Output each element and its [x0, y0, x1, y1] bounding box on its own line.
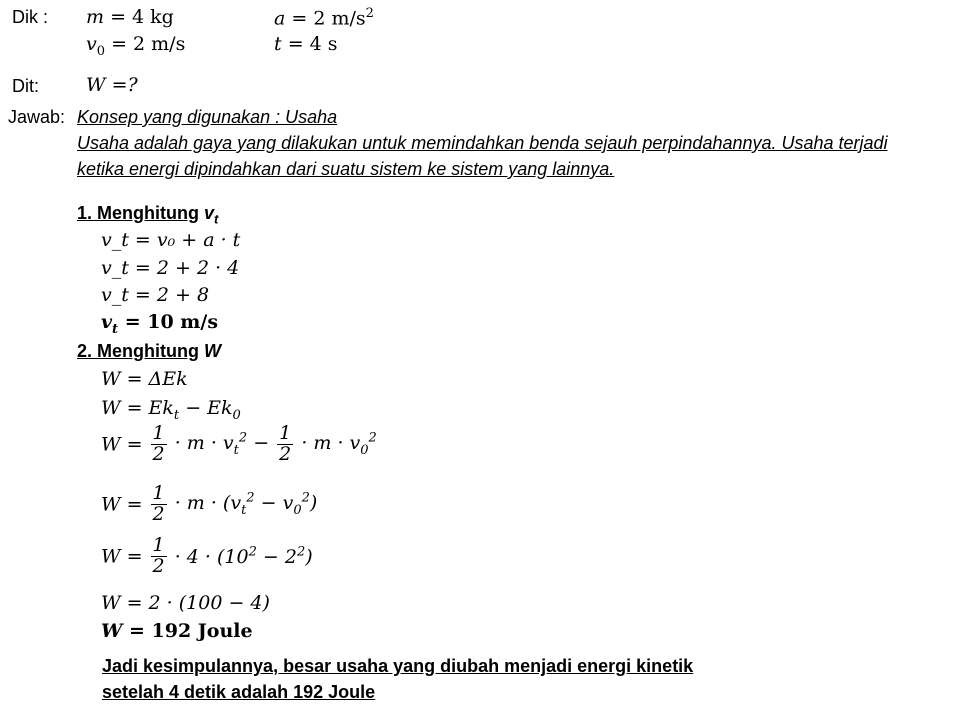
step1-heading-sub: t	[214, 211, 219, 227]
step1-line-3: v_t = 2 + 8	[101, 284, 210, 306]
step2-heading-var: W	[204, 341, 221, 361]
asked-expression: W =?	[86, 74, 138, 96]
step2-line-4: W = $\frac{1}{2}$ · $m \cdot (v_t^2 - v_0^2)$	[101, 482, 318, 525]
definition-line-2: ketika energi dipindahkan dari suatu sistem ke sistem yang lainnya.	[77, 159, 615, 179]
time-symbol: t	[274, 33, 282, 55]
step2-line-2: $W = Ek_t - Ek_0$	[101, 397, 241, 423]
given-mass	[86, 6, 174, 28]
step1-result-sub: t	[112, 321, 119, 337]
step1-result	[101, 311, 218, 337]
v0-symbol: v	[86, 33, 97, 55]
given-time	[274, 33, 338, 55]
step1-heading	[77, 203, 218, 227]
given-acceleration	[274, 6, 374, 29]
step1-result-var: v	[101, 311, 113, 333]
step1-line-1: v_t = v₀ + a · t	[101, 229, 241, 251]
step1-heading-text: 1. Menghitung	[77, 203, 199, 223]
definition-line-1: Usaha adalah gaya yang dilakukan untuk memindahkan benda sejauh perpindahannya. Usaha terjadi	[77, 133, 888, 153]
step2-line-5: W = $\frac{1}{2}$ · $4 \cdot (10^2 - 2^2)$	[101, 534, 313, 577]
step2-line-6: W = 2 · (100 − 4)	[101, 592, 270, 614]
answer-label: Jawab:	[8, 107, 66, 127]
mass-value: = 4 kg	[110, 6, 174, 28]
step2-line-3: W = $\frac{1}{2}$ · $m \cdot v_t^2$ − $\frac{1}{2}$ · $m \cdot v_0^2$	[101, 422, 377, 465]
step2-result-value: = 192 Joule	[128, 620, 253, 642]
v0-sub: 0	[96, 43, 106, 59]
conclusion-line-2: setelah 4 detik adalah 192 Joule	[102, 682, 376, 702]
fraction-half: $\frac{1}{2}$	[152, 482, 165, 525]
step2-result	[101, 620, 253, 642]
fraction-half: $\frac{1}{2}$	[279, 422, 292, 465]
step2-result-var: W	[101, 620, 123, 642]
step1-heading-var: v	[204, 203, 215, 223]
fraction-half: $\frac{1}{2}$	[152, 422, 165, 465]
mass-symbol: m	[86, 6, 105, 28]
step2-heading-text: 2. Menghitung	[77, 341, 199, 361]
given-initial-velocity	[86, 33, 185, 59]
given-label: Dik :	[12, 7, 48, 27]
step1-line-2: v_t = 2 + 2 · 4	[101, 257, 240, 279]
time-value: = 4 s	[287, 33, 338, 55]
accel-symbol: a	[274, 7, 286, 30]
fraction-half: $\frac{1}{2}$	[152, 534, 165, 577]
step1-result-value: = 10 m/s	[124, 311, 219, 333]
step2-line-1: W = ΔEk	[101, 368, 188, 390]
v0-value: = 2 m/s	[111, 33, 186, 55]
concept-line: Konsep yang digunakan : Usaha	[77, 107, 338, 127]
accel-value: = 2 m/s	[291, 7, 366, 30]
step2-heading	[77, 341, 221, 362]
conclusion-line-1: Jadi kesimpulannya, besar usaha yang diubah menjadi energi kinetik	[102, 656, 694, 676]
accel-exp: 2	[365, 6, 374, 21]
asked-label: Dit:	[12, 76, 39, 96]
